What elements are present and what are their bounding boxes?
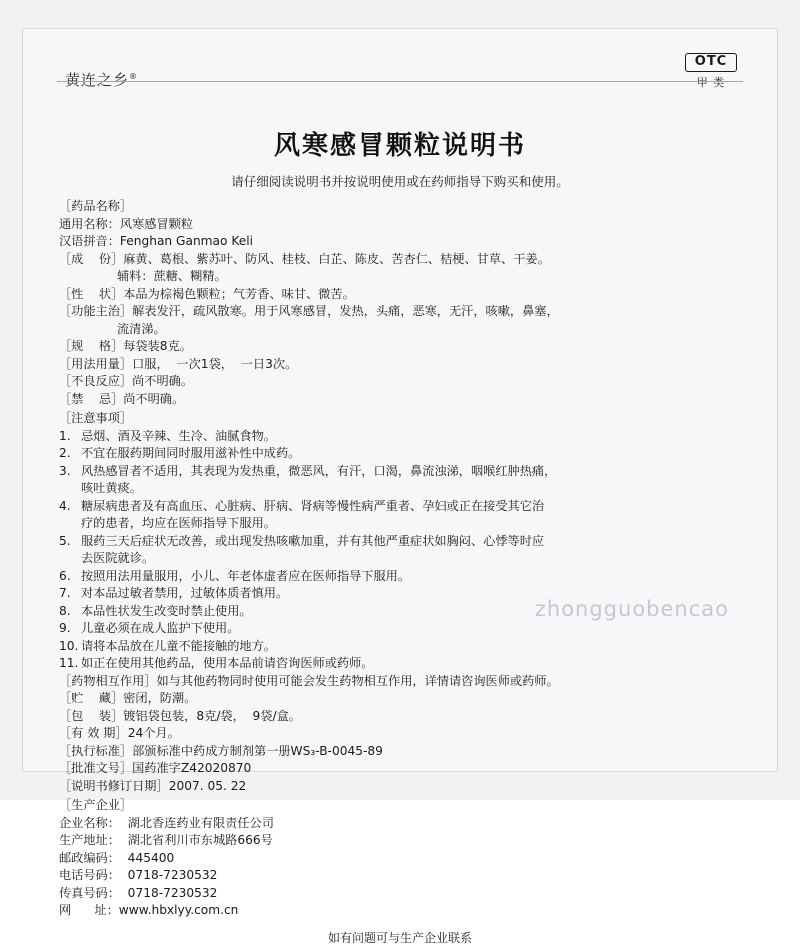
- storage-value: 密闭，防潮。: [123, 691, 196, 705]
- validity-value: 24个月。: [128, 726, 180, 740]
- brand-logo: [65, 69, 138, 90]
- usage-label: ［用法用量］: [59, 357, 132, 371]
- item-number: 3.: [59, 463, 81, 481]
- spec-value: 每袋装8克。: [123, 339, 192, 353]
- brand-text: 黄连之乡: [65, 71, 129, 89]
- section-standard: [59, 743, 741, 761]
- footer-note: 如有问题可与生产企业联系: [59, 930, 741, 947]
- ingredients-value: 麻黄、葛根、紫苏叶、防风、桂枝、白芷、陈皮、苦杏仁、桔梗、甘草、干姜。: [123, 252, 550, 266]
- contra-value: 尚不明确。: [123, 392, 184, 406]
- item-text: 不宜在服药期间同时服用滋补性中成药。: [81, 445, 741, 463]
- item-text-cont: 疗的患者，均应在医师指导下服用。: [81, 515, 741, 533]
- item-text-cont: 去医院就诊。: [81, 550, 741, 568]
- item-text: 风热感冒者不适用，其表现为发热重，微恶风，有汗，口渴，鼻流浊涕，咽喉红肿热痛，: [81, 463, 741, 481]
- item-number: 9.: [59, 620, 81, 638]
- function-value: 解表发汗，疏风散寒。用于风寒感冒，发热，头痛，恶寒，无汗，咳嗽，鼻塞，: [132, 304, 559, 318]
- item-text: 忌烟、酒及辛辣、生冷、油腻食物。: [81, 428, 741, 446]
- list-item: [59, 428, 741, 446]
- field-address: 生产地址： 湖北省利川市东城路666号: [59, 832, 741, 850]
- contra-label: ［禁 忌］: [59, 392, 123, 406]
- list-item: [59, 533, 741, 551]
- field-website: 网 址：www.hbxlyy.com.cn: [59, 902, 741, 920]
- watermark: zhongguobencao: [535, 597, 729, 621]
- item-text: 本品性状发生改变时禁止使用。: [81, 603, 741, 621]
- list-item: [59, 585, 741, 603]
- function-value-cont: 流清涕。: [59, 321, 741, 339]
- item-number: 1.: [59, 428, 81, 446]
- adverse-label: ［不良反应］: [59, 374, 132, 388]
- field-postcode: 邮政编码： 445400: [59, 850, 741, 868]
- section-drug-name-header: ［药品名称］: [59, 198, 741, 216]
- section-approval: [59, 760, 741, 778]
- item-text: 糖尿病患者及有高血压、心脏病、肝病、肾病等慢性病严重者、孕妇或正在接受其它治: [81, 498, 741, 516]
- registered-mark-icon: ®: [129, 72, 138, 81]
- list-item: [59, 463, 741, 481]
- item-text: 儿童必须在成人监护下使用。: [81, 620, 741, 638]
- notice-list: [59, 428, 741, 673]
- section-adverse: [59, 373, 741, 391]
- section-manufacturer-header: ［生产企业］: [59, 797, 741, 815]
- revision-value: 2007. 05. 22: [169, 779, 247, 793]
- section-function: [59, 303, 741, 321]
- list-item: [59, 445, 741, 463]
- otc-class-label: 甲 类: [685, 74, 737, 90]
- approval-value: 国药准字Z42020870: [132, 761, 251, 775]
- item-number: 6.: [59, 568, 81, 586]
- package-label: ［包 装］: [59, 709, 123, 723]
- section-storage: [59, 690, 741, 708]
- storage-label: ［贮 藏］: [59, 691, 123, 705]
- approval-label: ［批准文号］: [59, 761, 132, 775]
- interaction-value: 如与其他药物同时使用可能会发生药物相互作用，详情请咨询医师或药师。: [157, 674, 559, 688]
- adverse-value: 尚不明确。: [132, 374, 193, 388]
- standard-value: 部颁标准中药成方制剂第一册WS₃-B-0045-89: [132, 744, 383, 758]
- section-ingredients: [59, 251, 741, 269]
- validity-label: ［有 效 期］: [59, 726, 128, 740]
- item-number: 11.: [59, 655, 81, 673]
- header-divider: [57, 81, 743, 82]
- item-text: 请将本品放在儿童不能接触的地方。: [81, 638, 741, 656]
- section-properties: [59, 286, 741, 304]
- function-label: ［功能主治］: [59, 304, 132, 318]
- item-text: 如正在使用其他药品，使用本品前请咨询医师或药师。: [81, 655, 741, 673]
- list-item: [59, 568, 741, 586]
- leaflet-sheet: [22, 28, 778, 772]
- page-title: 风寒感冒颗粒说明书: [57, 125, 743, 162]
- section-usage: [59, 356, 741, 374]
- section-package: [59, 708, 741, 726]
- field-common-name: 通用名称：风寒感冒颗粒: [59, 216, 741, 234]
- item-text: 对本品过敏者禁用，过敏体质者慎用。: [81, 585, 741, 603]
- item-number: 10.: [59, 638, 81, 656]
- page-subtitle: 请仔细阅读说明书并按说明使用或在药师指导下购买和使用。: [57, 172, 743, 190]
- usage-value: 口服， 一次1袋， 一日3次。: [132, 357, 297, 371]
- field-fax: 传真号码： 0718-7230532: [59, 885, 741, 903]
- section-revision: [59, 778, 741, 796]
- item-number: 5.: [59, 533, 81, 551]
- list-item-cont: [59, 515, 741, 533]
- section-contraindication: [59, 391, 741, 409]
- list-item: [59, 620, 741, 638]
- field-phone: 电话号码： 0718-7230532: [59, 867, 741, 885]
- leaflet-header: [57, 47, 743, 99]
- list-item: [59, 498, 741, 516]
- package-value: 镀铝袋包装，8克/袋， 9袋/盒。: [123, 709, 301, 723]
- item-number: 7.: [59, 585, 81, 603]
- list-item: [59, 638, 741, 656]
- field-company-name: 企业名称： 湖北香连药业有限责任公司: [59, 815, 741, 833]
- otc-badge: [685, 53, 737, 90]
- section-spec: [59, 338, 741, 356]
- section-interaction: [59, 673, 741, 691]
- ingredients-label: ［成 份］: [59, 252, 123, 266]
- item-number: 2.: [59, 445, 81, 463]
- item-number: 8.: [59, 603, 81, 621]
- ingredients-excipients: 辅料：蔗糖、糊精。: [59, 268, 741, 286]
- item-text-cont: 咳吐黄痰。: [81, 480, 741, 498]
- revision-label: ［说明书修订日期］: [59, 779, 169, 793]
- item-text: 服药三天后症状无改善，或出现发热咳嗽加重，并有其他严重症状如胸闷、心悸等时应: [81, 533, 741, 551]
- section-validity: [59, 725, 741, 743]
- otc-label: OTC: [685, 53, 737, 72]
- item-number: 4.: [59, 498, 81, 516]
- spec-label: ［规 格］: [59, 339, 123, 353]
- section-notice-header: ［注意事项］: [59, 410, 741, 428]
- leaflet-body: [57, 198, 743, 947]
- list-item-cont: [59, 480, 741, 498]
- item-text: 按照用法用量服用，小儿、年老体虚者应在医师指导下服用。: [81, 568, 741, 586]
- interaction-label: ［药物相互作用］: [59, 674, 157, 688]
- field-pinyin: 汉语拼音：Fenghan Ganmao Keli: [59, 233, 741, 251]
- list-item-cont: [59, 550, 741, 568]
- properties-label: ［性 状］: [59, 287, 123, 301]
- properties-value: 本品为棕褐色颗粒；气芳香、味甘、微苦。: [123, 287, 355, 301]
- standard-label: ［执行标准］: [59, 744, 132, 758]
- list-item: [59, 655, 741, 673]
- list-item: [59, 603, 741, 621]
